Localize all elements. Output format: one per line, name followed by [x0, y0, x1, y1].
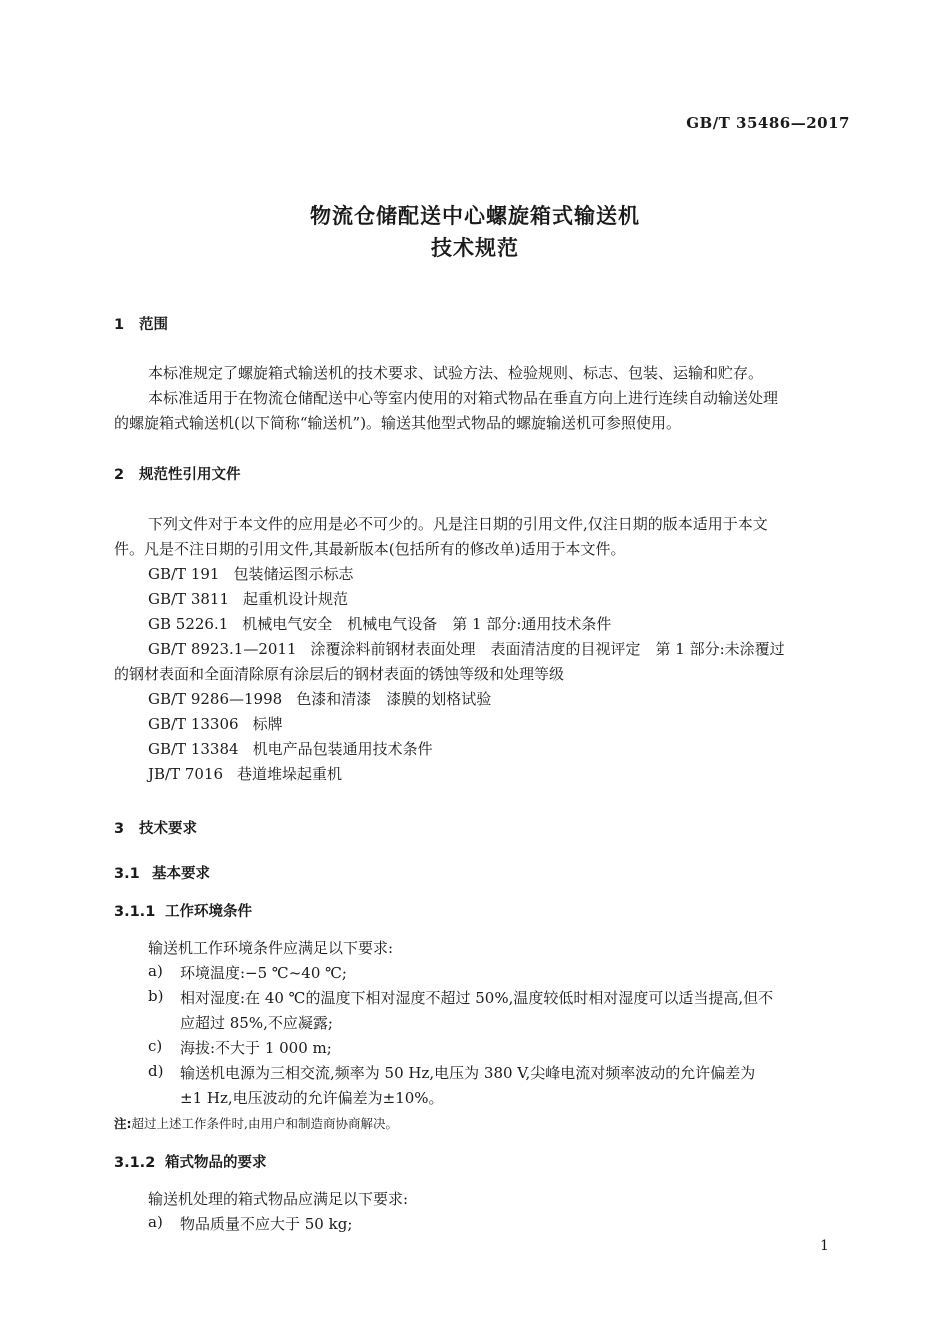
- list-item-label: a): [148, 962, 163, 980]
- note-label: 注:: [114, 1116, 132, 1131]
- list-item-text: 环境温度:−5 ℃~40 ℃;: [180, 964, 347, 982]
- section-title: 规范性引用文件: [139, 467, 241, 483]
- list-item-label: c): [148, 1037, 163, 1055]
- reference-name: 机械电气安全 机械电气设备 第 1 部分:通用技术条件: [242, 615, 612, 633]
- list-item-text-continuation: ±1 Hz,电压波动的允许偏差为±10%。: [180, 1089, 444, 1107]
- reference-name: 机电产品包装通用技术条件: [252, 740, 433, 758]
- section-title: 技术要求: [139, 821, 197, 837]
- section-1-heading: [114, 313, 168, 334]
- reference-code: JB/T 7016: [148, 765, 224, 783]
- list-item-label: d): [148, 1062, 164, 1080]
- section-3-heading: [114, 817, 197, 838]
- reference-code: GB/T 9286—1998: [148, 690, 283, 708]
- section-title: 箱式物品的要求: [165, 1155, 267, 1171]
- list-item-text: 输送机电源为三相交流,频率为 50 Hz,电压为 380 V,尖峰电流对频率波动的允许偏差为: [180, 1064, 756, 1082]
- reference-name: 标牌: [252, 715, 283, 733]
- paragraph: 件。凡是不注日期的引用文件,其最新版本(包括所有的修改单)适用于本文件。: [114, 540, 626, 558]
- section-3-1-heading: [114, 862, 210, 883]
- note: [114, 1114, 398, 1132]
- reference-name: 涂覆涂料前钢材表面处理 表面清洁度的目视评定 第 1 部分:未涂覆过: [310, 640, 785, 658]
- standard-number: GB/T 35486—2017: [686, 114, 850, 132]
- paragraph: 输送机处理的箱式物品应满足以下要求:: [148, 1190, 409, 1208]
- section-3-1-1-heading: [114, 900, 252, 921]
- section-number: 3.1.1: [114, 904, 156, 920]
- reference-item: [148, 688, 491, 709]
- note-text: 超过上述工作条件时,由用户和制造商协商解决。: [131, 1116, 398, 1131]
- document-title-line1: 物流仓储配送中心螺旋箱式输送机: [310, 204, 640, 228]
- document-title-line2: 技术规范: [431, 236, 519, 260]
- section-number: 3.1: [114, 866, 140, 882]
- paragraph: 的螺旋箱式输送机(以下简称“输送机”)。输送其他型式物品的螺旋输送机可参照使用。: [114, 414, 682, 432]
- paragraph: 下列文件对于本文件的应用是必不可少的。凡是注日期的引用文件,仅注日期的版本适用于本文: [148, 515, 768, 533]
- list-item-text: 物品质量不应大于 50 kg;: [180, 1215, 353, 1233]
- list-item-label: a): [148, 1213, 163, 1231]
- reference-item: [148, 738, 433, 759]
- paragraph: 本标准规定了螺旋箱式输送机的技术要求、试验方法、检验规则、标志、包装、运输和贮存。: [148, 364, 764, 382]
- section-3-1-2-heading: [114, 1151, 267, 1172]
- list-item-text-continuation: 应超过 85%,不应凝露;: [180, 1014, 333, 1032]
- reference-item: [148, 563, 353, 584]
- reference-item: [148, 588, 348, 609]
- reference-item-continuation: 的钢材表面和全面清除原有涂层后的钢材表面的锈蚀等级和处理等级: [114, 665, 565, 683]
- section-number: 2: [114, 467, 125, 483]
- paragraph: 输送机工作环境条件应满足以下要求:: [148, 939, 394, 957]
- reference-item: [148, 763, 342, 784]
- reference-code: GB/T 191: [148, 565, 220, 583]
- reference-name: 包装储运图示标志: [233, 565, 354, 583]
- reference-code: GB/T 8923.1—2011: [148, 640, 297, 658]
- reference-name: 色漆和清漆 漆膜的划格试验: [296, 690, 492, 708]
- section-title: 工作环境条件: [165, 904, 252, 920]
- reference-code: GB 5226.1: [148, 615, 229, 633]
- reference-item: [148, 613, 611, 634]
- reference-item: [148, 713, 283, 734]
- section-title: 基本要求: [152, 866, 210, 882]
- reference-item: [148, 638, 785, 659]
- section-number: 3: [114, 821, 125, 837]
- reference-code: GB/T 3811: [148, 590, 230, 608]
- list-item-text: 相对湿度:在 40 ℃的温度下相对湿度不超过 50%,温度较低时相对湿度可以适当提高,但不: [180, 989, 774, 1007]
- paragraph: 本标准适用于在物流仓储配送中心等室内使用的对箱式物品在垂直方向上进行连续自动输送处理: [148, 389, 779, 407]
- reference-name: 起重机设计规范: [243, 590, 349, 608]
- reference-code: GB/T 13384: [148, 740, 239, 758]
- list-item-text: 海拔:不大于 1 000 m;: [180, 1039, 332, 1057]
- section-number: 1: [114, 317, 125, 333]
- list-item-label: b): [148, 987, 164, 1005]
- page-number: 1: [820, 1238, 829, 1254]
- reference-name: 巷道堆垛起重机: [237, 765, 343, 783]
- section-2-heading: [114, 463, 241, 484]
- section-number: 3.1.2: [114, 1155, 156, 1171]
- section-title: 范围: [139, 317, 168, 333]
- reference-code: GB/T 13306: [148, 715, 239, 733]
